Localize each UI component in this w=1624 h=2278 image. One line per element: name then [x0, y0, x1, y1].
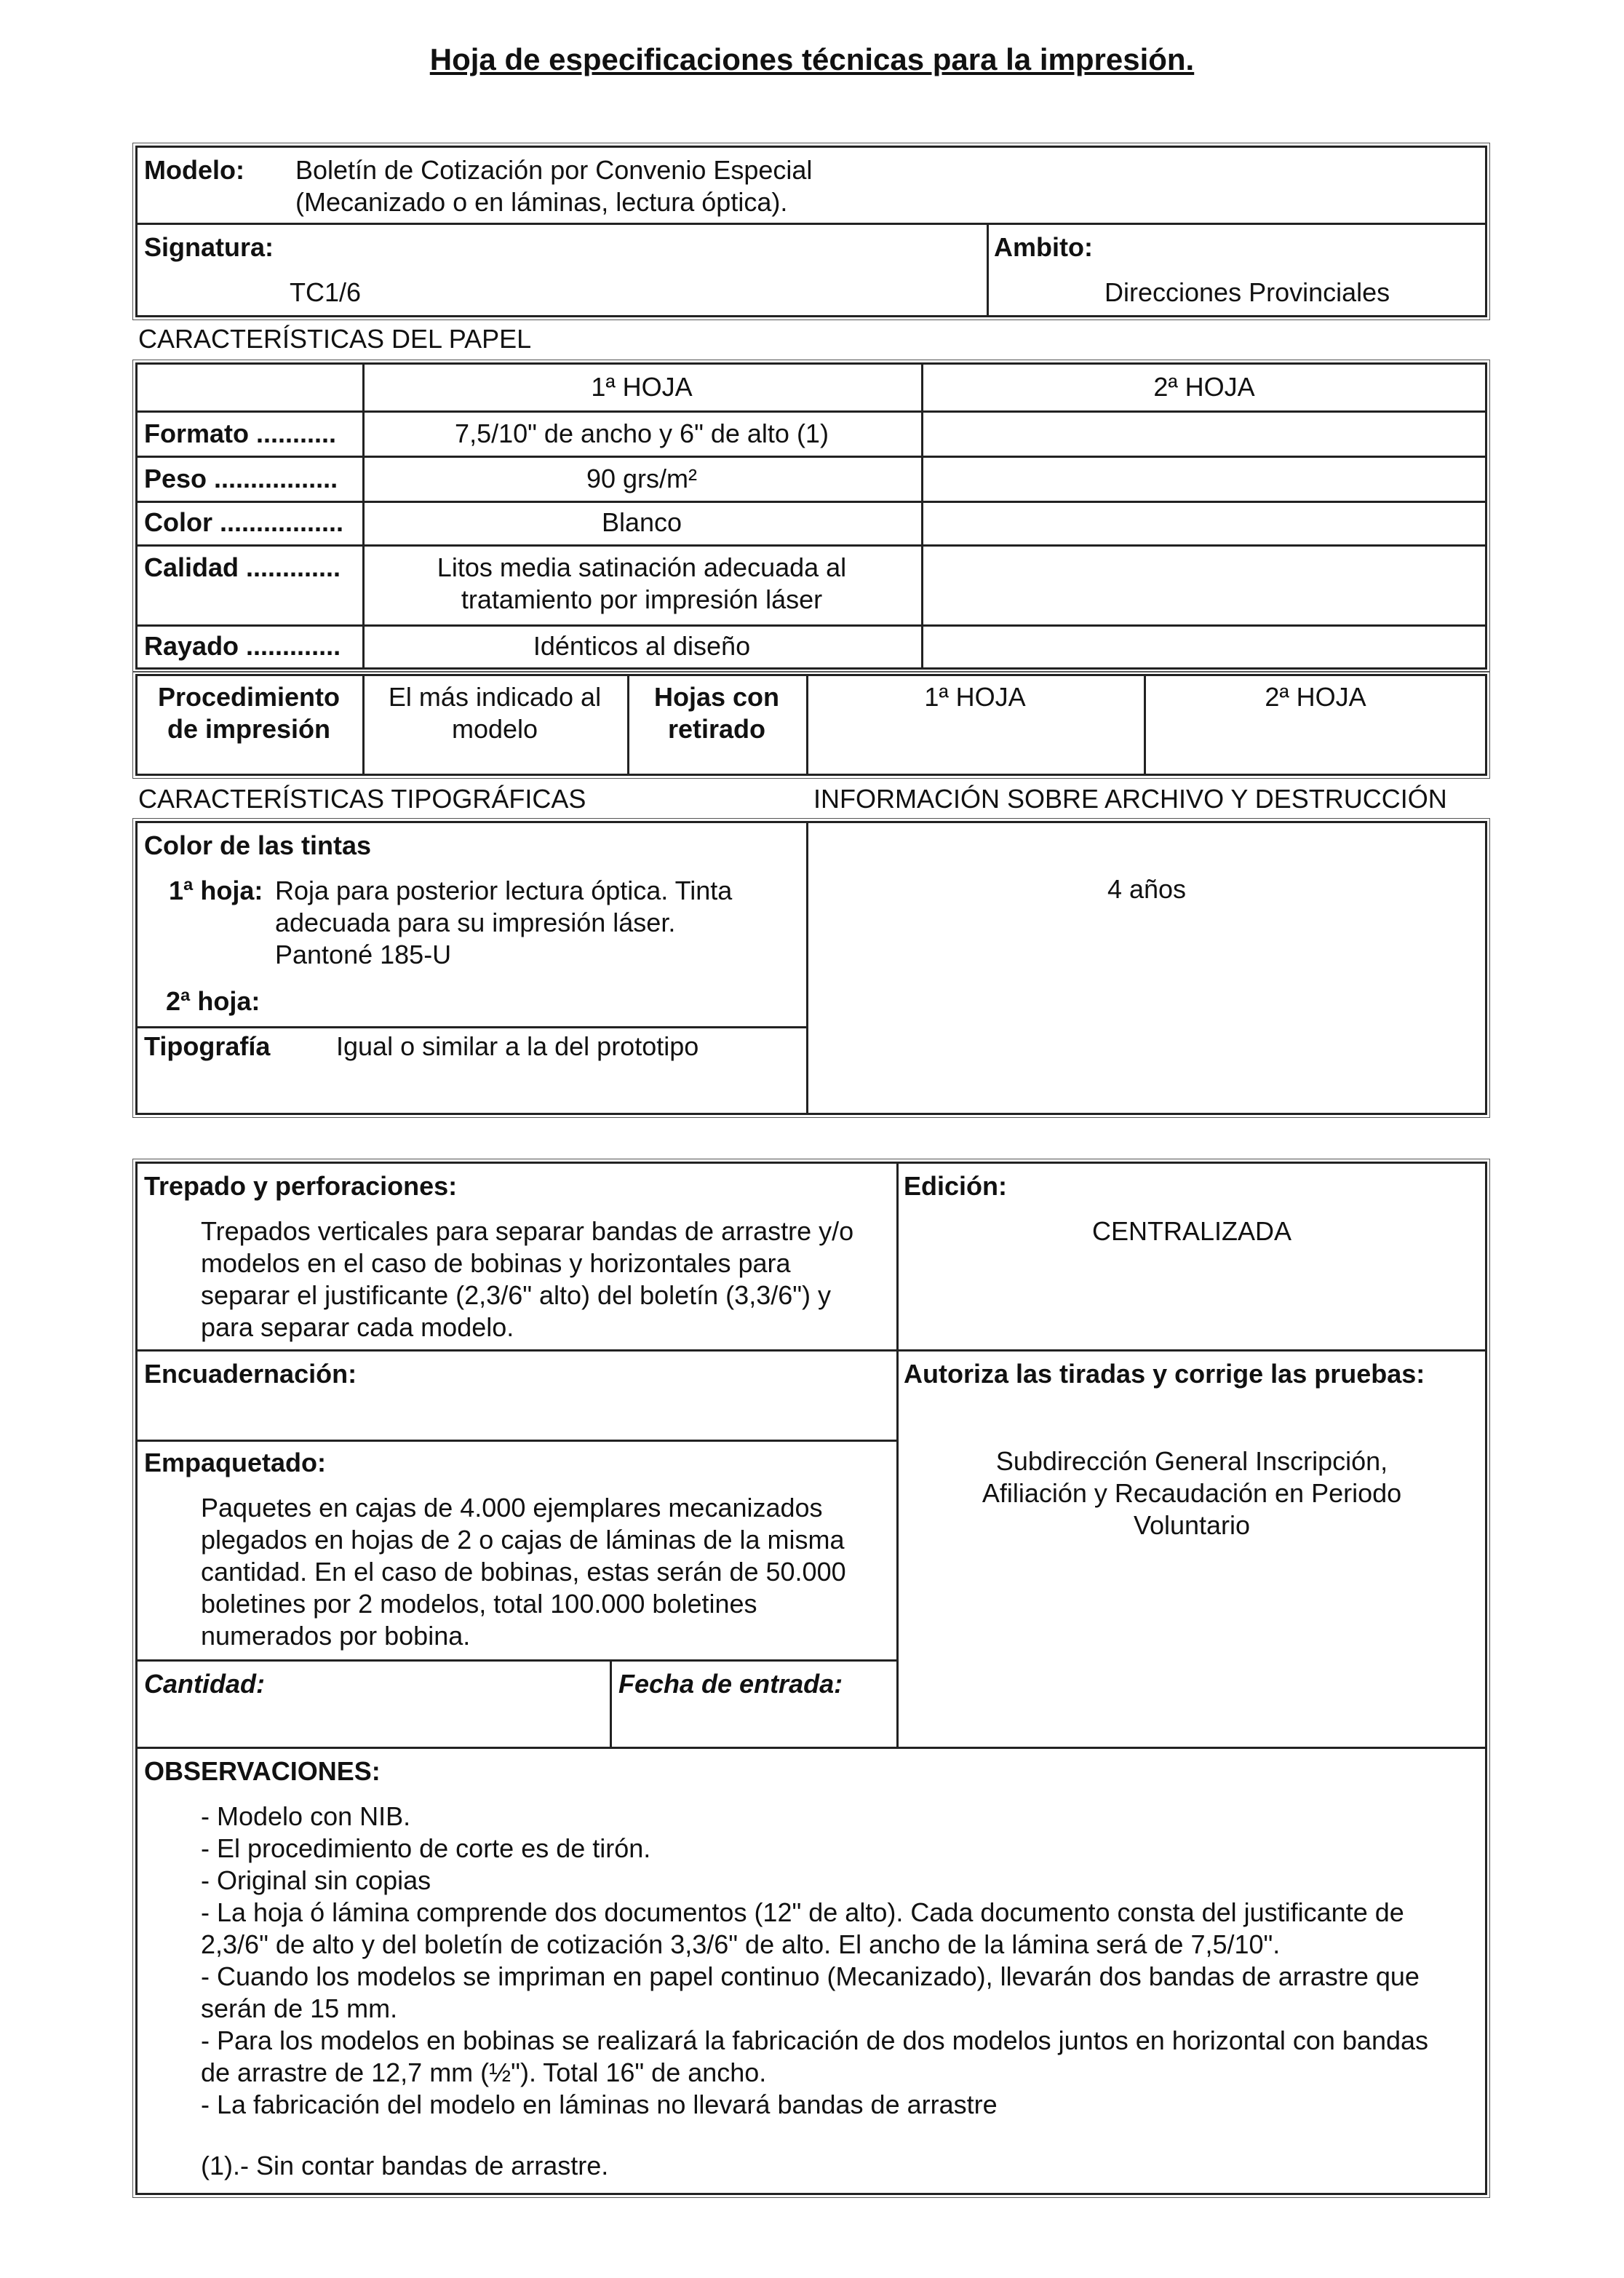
divider	[135, 410, 1487, 413]
observaciones-line: - El procedimiento de corte es de tirón.	[201, 1833, 651, 1863]
observaciones-line: - Cuando los modelos se impriman en papel continuo (Mecanizado), llevarán dos bandas de arrastre que	[201, 1961, 1420, 1991]
tipograficas-heading: CARACTERÍSTICAS TIPOGRÁFICAS	[138, 784, 586, 814]
divider	[806, 821, 808, 1115]
tipografia-label: Tipografía	[144, 1031, 271, 1061]
trepado-label: Trepado y perforaciones:	[144, 1171, 458, 1201]
papel-row-value: 90 grs/m²	[586, 464, 698, 493]
hoja2-label: 2ª hoja:	[166, 986, 260, 1016]
autoriza-text: Voluntario	[1133, 1510, 1251, 1540]
papel-row-label: Formato ...........	[144, 418, 337, 448]
trepado-text: modelos en el caso de bobinas y horizontales para	[201, 1248, 791, 1278]
trepado-text: para separar cada modelo.	[201, 1312, 514, 1342]
hojas-retirado-label: Hojas con	[653, 682, 780, 712]
autoriza-label: Autoriza las tiradas y corrige las pruebas:	[904, 1359, 1425, 1389]
procedimiento-hoja1: 1ª HOJA	[924, 682, 1026, 712]
observaciones-footnote: (1).- Sin contar bandas de arrastre.	[201, 2151, 609, 2180]
papel-heading: CARACTERÍSTICAS DEL PAPEL	[138, 324, 532, 354]
papel-row-value: Litos media satinación adecuada al	[437, 552, 847, 582]
modelo-line2: (Mecanizado o en láminas, lectura óptica).	[295, 187, 788, 217]
observaciones-label: OBSERVACIONES:	[144, 1756, 381, 1786]
signatura-value: TC1/6	[290, 277, 362, 307]
divider	[135, 223, 1487, 225]
modelo-label: Modelo:	[144, 155, 244, 185]
procedimiento-label: Procedimiento	[157, 682, 341, 712]
hoja1-text: adecuada para su impresión láser.	[275, 908, 676, 937]
hoja1-text: Roja para posterior lectura óptica. Tinta	[275, 876, 733, 905]
papel-col2-header: 2ª HOJA	[1153, 372, 1255, 402]
observaciones-line: - La fabricación del modelo en láminas no llevará bandas de arrastre	[201, 2090, 998, 2119]
divider	[135, 544, 1487, 547]
papel-row-label: Color .................	[144, 507, 344, 537]
cantidad-label: Cantidad:	[144, 1669, 265, 1699]
divider	[135, 1659, 896, 1662]
trepado-text: Trepados verticales para separar bandas de arrastre y/o	[201, 1216, 854, 1246]
observaciones-line: serán de 15 mm.	[201, 1993, 398, 2023]
signatura-label: Signatura:	[144, 232, 274, 262]
observaciones-line: de arrastre de 12,7 mm (½"). Total 16" de ancho.	[201, 2057, 767, 2087]
archivo-heading: INFORMACIÓN SOBRE ARCHIVO Y DESTRUCCIÓN	[813, 784, 1447, 814]
papel-row-label: Rayado .............	[144, 631, 341, 661]
empaquetado-text: cantidad. En el caso de bobinas, estas serán de 50.000	[201, 1557, 846, 1587]
hoja1-label: 1ª hoja:	[169, 876, 263, 905]
divider	[135, 1026, 806, 1028]
papel-row-label: Calidad .............	[144, 552, 341, 582]
autoriza-text: Subdirección General Inscripción,	[995, 1446, 1388, 1476]
papel-row-value: Blanco	[601, 507, 682, 537]
observaciones-line: 2,3/6" de alto y del boletín de cotización 3,3/6" de alto. El ancho de la lámina será de 7,5/10".	[201, 1929, 1281, 1959]
edicion-value: CENTRALIZADA	[1091, 1216, 1292, 1246]
tipografia-value: Igual o similar a la del prototipo	[336, 1031, 699, 1061]
observaciones-line: - Modelo con NIB.	[201, 1801, 411, 1831]
fecha-entrada-label: Fecha de entrada:	[618, 1669, 843, 1699]
papel-row-value: tratamiento por impresión láser	[461, 584, 823, 614]
procedimiento-value: modelo	[451, 714, 538, 744]
ambito-label: Ambito:	[994, 232, 1093, 262]
edicion-label: Edición:	[904, 1171, 1007, 1201]
divider	[135, 456, 1487, 458]
papel-row-label: Peso .................	[144, 464, 338, 493]
encuadernacion-label: Encuadernación:	[144, 1359, 357, 1389]
empaquetado-text: boletines por 2 modelos, total 100.000 boletines	[201, 1589, 757, 1619]
trepado-text: separar el justificante (2,3/6" alto) del boletín (3,3/6") y	[201, 1280, 832, 1310]
empaquetado-text: numerados por bobina.	[201, 1621, 471, 1651]
empaquetado-text: Paquetes en cajas de 4.000 ejemplares mecanizados	[201, 1493, 823, 1523]
procedimiento-hoja2: 2ª HOJA	[1265, 682, 1366, 712]
observaciones-line: - La hoja ó lámina comprende dos documentos (12" de alto). Cada documento consta del justificante de	[201, 1897, 1404, 1927]
papel-row-value: 7,5/10" de ancho y 6" de alto (1)	[455, 418, 829, 448]
divider	[987, 223, 989, 317]
autoriza-text: Afiliación y Recaudación en Periodo	[982, 1478, 1402, 1508]
divider	[135, 1349, 1487, 1352]
divider	[610, 1659, 612, 1747]
divider	[135, 1747, 1487, 1749]
ambito-value: Direcciones Provinciales	[1104, 277, 1390, 307]
modelo-line1: Boletín de Cotización por Convenio Especial	[295, 155, 813, 185]
tintas-label: Color de las tintas	[144, 830, 372, 860]
archivo-value: 4 años	[1107, 874, 1187, 904]
papel-col1-header: 1ª HOJA	[591, 372, 693, 402]
empaquetado-text: plegados en hojas de 2 o cajas de láminas de la misma	[201, 1525, 845, 1555]
divider	[921, 362, 923, 670]
hoja1-text: Pantoné 185-U	[275, 940, 452, 969]
observaciones-line: - Para los modelos en bobinas se realizará la fabricación de dos modelos juntos en horizontal con bandas	[201, 2025, 1429, 2055]
empaquetado-label: Empaquetado:	[144, 1448, 327, 1477]
page-title: Hoja de especificaciones técnicas para la impresión.	[429, 42, 1195, 76]
divider	[135, 1440, 896, 1442]
divider	[135, 624, 1487, 627]
procedimiento-value: El más indicado al	[388, 682, 602, 712]
papel-row-value: Idénticos al diseño	[533, 631, 751, 661]
observaciones-line: - Original sin copias	[201, 1865, 431, 1895]
divider	[135, 501, 1487, 503]
hojas-retirado-label: retirado	[667, 714, 766, 744]
procedimiento-label: de impresión	[167, 714, 331, 744]
